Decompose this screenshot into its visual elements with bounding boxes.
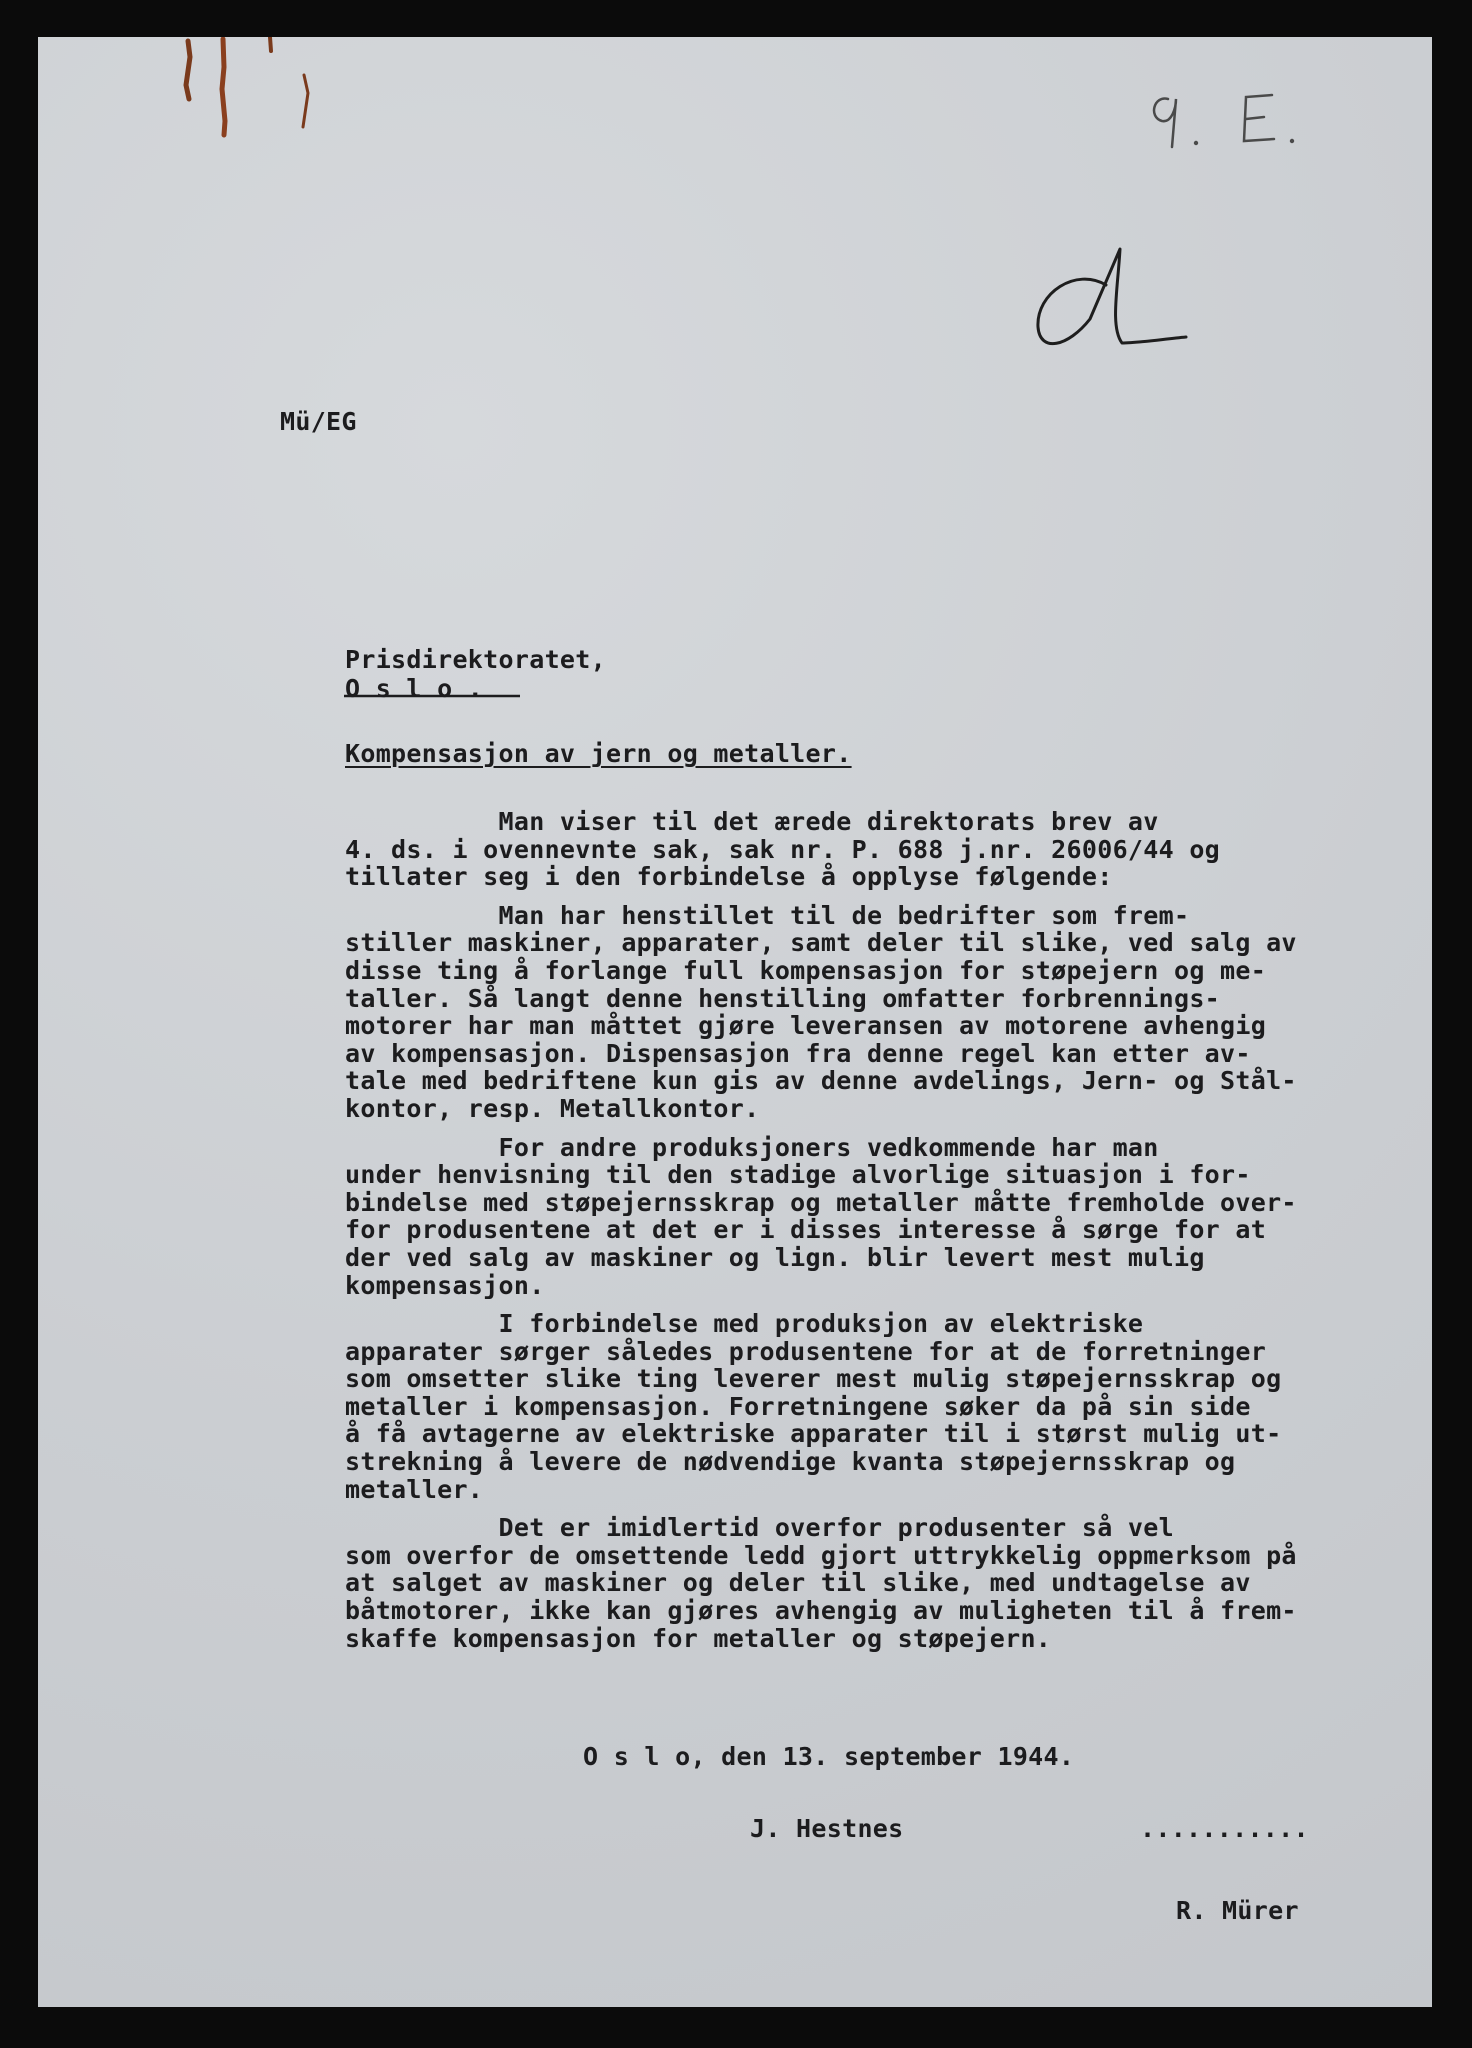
subject-line: Kompensasjon av jern og metaller. (345, 739, 852, 768)
text-line: apparater sørger således produsentene for at de forretninger (345, 1336, 1267, 1366)
paragraph (345, 1134, 1445, 1300)
recipient-city: O s l o . (345, 674, 484, 703)
paragraph (345, 902, 1445, 1123)
text-line: metaller. (345, 1474, 484, 1504)
text-line: båtmotorer, ikke kan gjøres avhengig av muligheten til å frem- (345, 1596, 1297, 1626)
text-line: tale med bedriftene kun gis av denne avdelings, Jern- og Stål- (345, 1066, 1297, 1096)
text-line: at salget av maskiner og deler til slike, med undtagelse av (345, 1568, 1251, 1598)
text-line: som omsetter slike ting leverer mest mulig støpejernsskrap og (345, 1364, 1282, 1394)
dateline: O s l o, den 13. september 1944. (583, 1742, 1075, 1771)
text-line: kompensasjon. (345, 1270, 545, 1300)
text-line: under henvisning til den stadige alvorlige situasjon i for- (345, 1160, 1251, 1190)
signatory-hestnes: J. Hestnes (750, 1814, 904, 1843)
text-line: som overfor de omsettende ledd gjort uttrykkelig oppmerksom på (345, 1540, 1297, 1570)
text-line: kontor, resp. Metallkontor. (345, 1093, 760, 1123)
text-line: å få avtagerne av elektriske apparater til i størst mulig ut- (345, 1419, 1282, 1449)
text-line: der ved salg av maskiner og lign. blir levert mest mulig (345, 1242, 1205, 1272)
paragraph (345, 808, 1445, 891)
text-line: metaller i kompensasjon. Forretningene søker da på sin side (345, 1391, 1251, 1421)
handwritten-a (1038, 249, 1186, 344)
text-line: Man viser til det ærede direktorats brev av (345, 807, 1159, 836)
text-line: disse ting å forlange full kompensasjon for støpejern og me- (345, 955, 1267, 985)
signatory-murer: R. Mürer (1176, 1896, 1299, 1925)
text-line: motorer har man måttet gjøre leveransen av motorene avhengig (345, 1011, 1267, 1041)
reference-code: Mü/EG (280, 407, 357, 436)
paragraph (345, 1514, 1445, 1652)
text-line: Man har henstillet til de bedrifter som frem- (345, 900, 1190, 930)
text-line: tillater seg i den forbindelse å opplyse følgende: (345, 862, 1113, 892)
letter-body (345, 808, 1445, 1663)
paragraph (345, 1310, 1445, 1503)
text-line: bindelse med støpejernsskrap og metaller måtte fremholde over- (345, 1187, 1297, 1217)
text-line: I forbindelse med produksjon av elektriske (345, 1309, 1144, 1339)
text-line: skaffe kompensasjon for metaller og støpejern. (345, 1623, 1052, 1653)
text-line: for produsentene at det er i disses interesse å sørge for at (345, 1215, 1267, 1245)
text-line: av kompensasjon. Dispensasjon fra denne regel kan etter av- (345, 1038, 1251, 1068)
signature-dots: ........... (1140, 1814, 1309, 1843)
text-line: Det er imidlertid overfor produsenter så vel (345, 1513, 1174, 1543)
text-line: For andre produksjoners vedkommende har man (345, 1132, 1159, 1162)
text-line: 4. ds. i ovennevnte sak, sak nr. P. 688 j.nr. 26006/44 og (345, 834, 1221, 864)
document-page (38, 37, 1432, 2007)
handwritten-corner-note (1154, 95, 1294, 147)
ink-stains (186, 37, 308, 135)
text-line: taller. Så langt denne henstilling omfatter forbrennings- (345, 983, 1221, 1013)
text-line: stiller maskiner, apparater, samt deler til slike, ved salg av (345, 928, 1297, 958)
recipient-name: Prisdirektoratet, (345, 645, 606, 674)
text-line: strekning å levere de nødvendige kvanta støpejernsskrap og (345, 1447, 1236, 1477)
